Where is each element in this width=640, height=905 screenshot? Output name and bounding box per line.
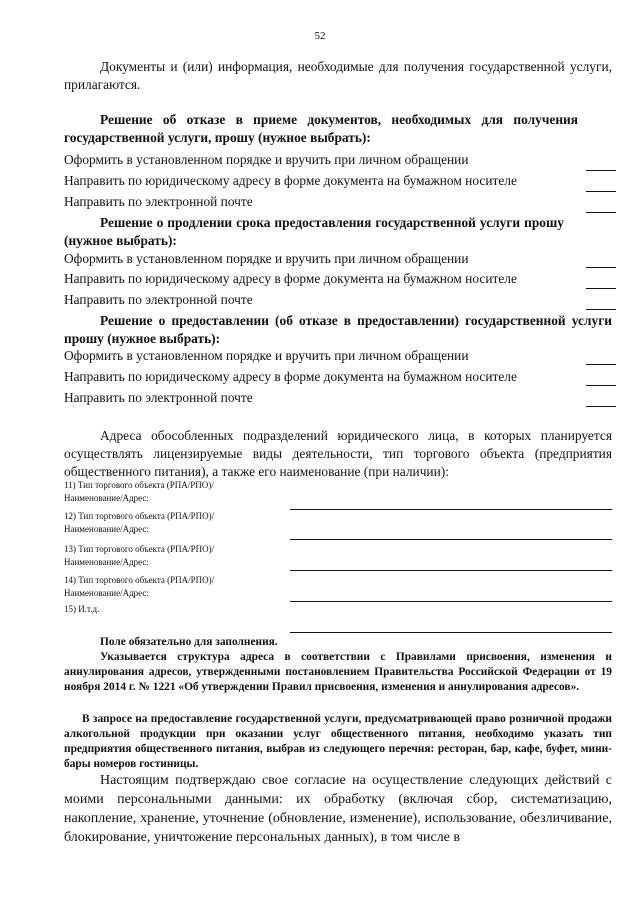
section-1-option-1: Оформить в установленном порядке и вручить при личном обращении bbox=[64, 152, 469, 167]
section-3-heading: Решение о предоставлении (об отказе в предоставлении) государственной услуги прошу (нужное выбрать): bbox=[64, 313, 612, 346]
consent-paragraph: Настоящим подтверждаю свое согласие на осуществление следующих действий с моими персональными данными: их обработку (включая сбор, систематизацию, накопление, хранение, уточнение (обновление, изменение), использование, обезличивание, блокирование, уничтожение персональных данных), в том числе в bbox=[64, 773, 612, 845]
section-3-option-1: Оформить в установленном порядке и вручить при личном обращении bbox=[64, 348, 469, 363]
required-field-note: Поле обязательно для заполнения. bbox=[100, 636, 278, 648]
alcohol-sale-note: В запросе на предоставление государственной услуги, предусматривающей право розничной продажи алкогольной продукции при оказании услуг общественного питания, необходимо указать тип предприятия общественного питания, выбрав из следующего перечня: ресторан, бар, кафе, буфет, мини-бары номеров гостиницы. bbox=[64, 713, 612, 770]
address-entry-11-name: Наименование/Адрес: bbox=[64, 492, 149, 503]
address-entry-15-field[interactable] bbox=[290, 632, 612, 633]
section-2-option-2: Направить по юридическому адресу в форме документа на бумажном носителе bbox=[64, 271, 517, 286]
address-entry-14-type: 14) Тип торгового объекта (РПА/РПО)/ bbox=[64, 575, 215, 585]
section-2-option-1: Оформить в установленном порядке и вручить при личном обращении bbox=[64, 251, 469, 266]
addresses-intro: Адреса обособленных подразделений юридического лица, в которых планируется осуществлять лицензируемые виды деятельности, тип торгового объекта (предприятия общественного питания), а также его наименование (при наличии): bbox=[64, 428, 612, 479]
section-2-heading: Решение о продлении срока предоставления государственной услуги прошу (нужное выбрать): bbox=[64, 215, 564, 248]
section-1-option-2: Направить по юридическому адресу в форме документа на бумажном носителе bbox=[64, 173, 517, 188]
address-entry-13-name: Наименование/Адрес: bbox=[64, 556, 149, 567]
address-entry-12 bbox=[64, 510, 214, 535]
section-2-option-1-blank[interactable] bbox=[586, 267, 616, 268]
address-entry-13-field[interactable] bbox=[290, 570, 612, 571]
address-entry-12-name: Наименование/Адрес: bbox=[64, 523, 149, 534]
address-structure-note: Указывается структура адреса в соответствии с Правилами присвоения, изменения и аннулирования адресов, утвержденными постановлением Правительства Российской Федерации от 19 ноября 2014 г. № 1221 «Об утверждении Правил присвоения, изменения и аннулирования адресов». bbox=[64, 651, 612, 693]
section-3-option-1-blank[interactable] bbox=[586, 364, 616, 365]
address-entry-12-type: 12) Тип торгового объекта (РПА/РПО)/ bbox=[64, 511, 215, 521]
intro-paragraph: Документы и (или) информация, необходимые для получения государственной услуги, прилагаются. bbox=[64, 59, 612, 92]
section-1-option-1-blank[interactable] bbox=[586, 170, 616, 171]
section-2-option-3-blank[interactable] bbox=[586, 309, 616, 310]
section-2-option-2-blank[interactable] bbox=[586, 288, 616, 289]
section-3-option-3: Направить по электронной почте bbox=[64, 390, 253, 405]
address-entry-12-field[interactable] bbox=[290, 539, 612, 540]
section-1-heading: Решение об отказе в приеме документов, необходимых для получения государственной услуги, прошу (нужное выбрать): bbox=[64, 112, 578, 145]
address-entry-13-type: 13) Тип торгового объекта (РПА/РПО)/ bbox=[64, 544, 215, 554]
address-entry-11 bbox=[64, 479, 214, 504]
address-entry-14-name: Наименование/Адрес: bbox=[64, 587, 149, 598]
section-1-option-2-blank[interactable] bbox=[586, 191, 616, 192]
address-entry-15: 15) И.т.д. bbox=[64, 604, 100, 614]
address-entry-14-field[interactable] bbox=[290, 601, 612, 602]
address-entry-13 bbox=[64, 543, 214, 568]
section-3-option-3-blank[interactable] bbox=[586, 406, 616, 407]
address-entry-11-field[interactable] bbox=[290, 509, 612, 510]
address-entry-14 bbox=[64, 574, 214, 599]
section-2-option-3: Направить по электронной почте bbox=[64, 292, 253, 307]
section-3-option-2: Направить по юридическому адресу в форме документа на бумажном носителе bbox=[64, 369, 517, 384]
section-3-option-2-blank[interactable] bbox=[586, 385, 616, 386]
page-number: 52 bbox=[314, 30, 326, 42]
address-entry-11-type: 11) Тип торгового объекта (РПА/РПО)/ bbox=[64, 480, 214, 490]
section-1-option-3: Направить по электронной почте bbox=[64, 194, 253, 209]
section-1-option-3-blank[interactable] bbox=[586, 212, 616, 213]
